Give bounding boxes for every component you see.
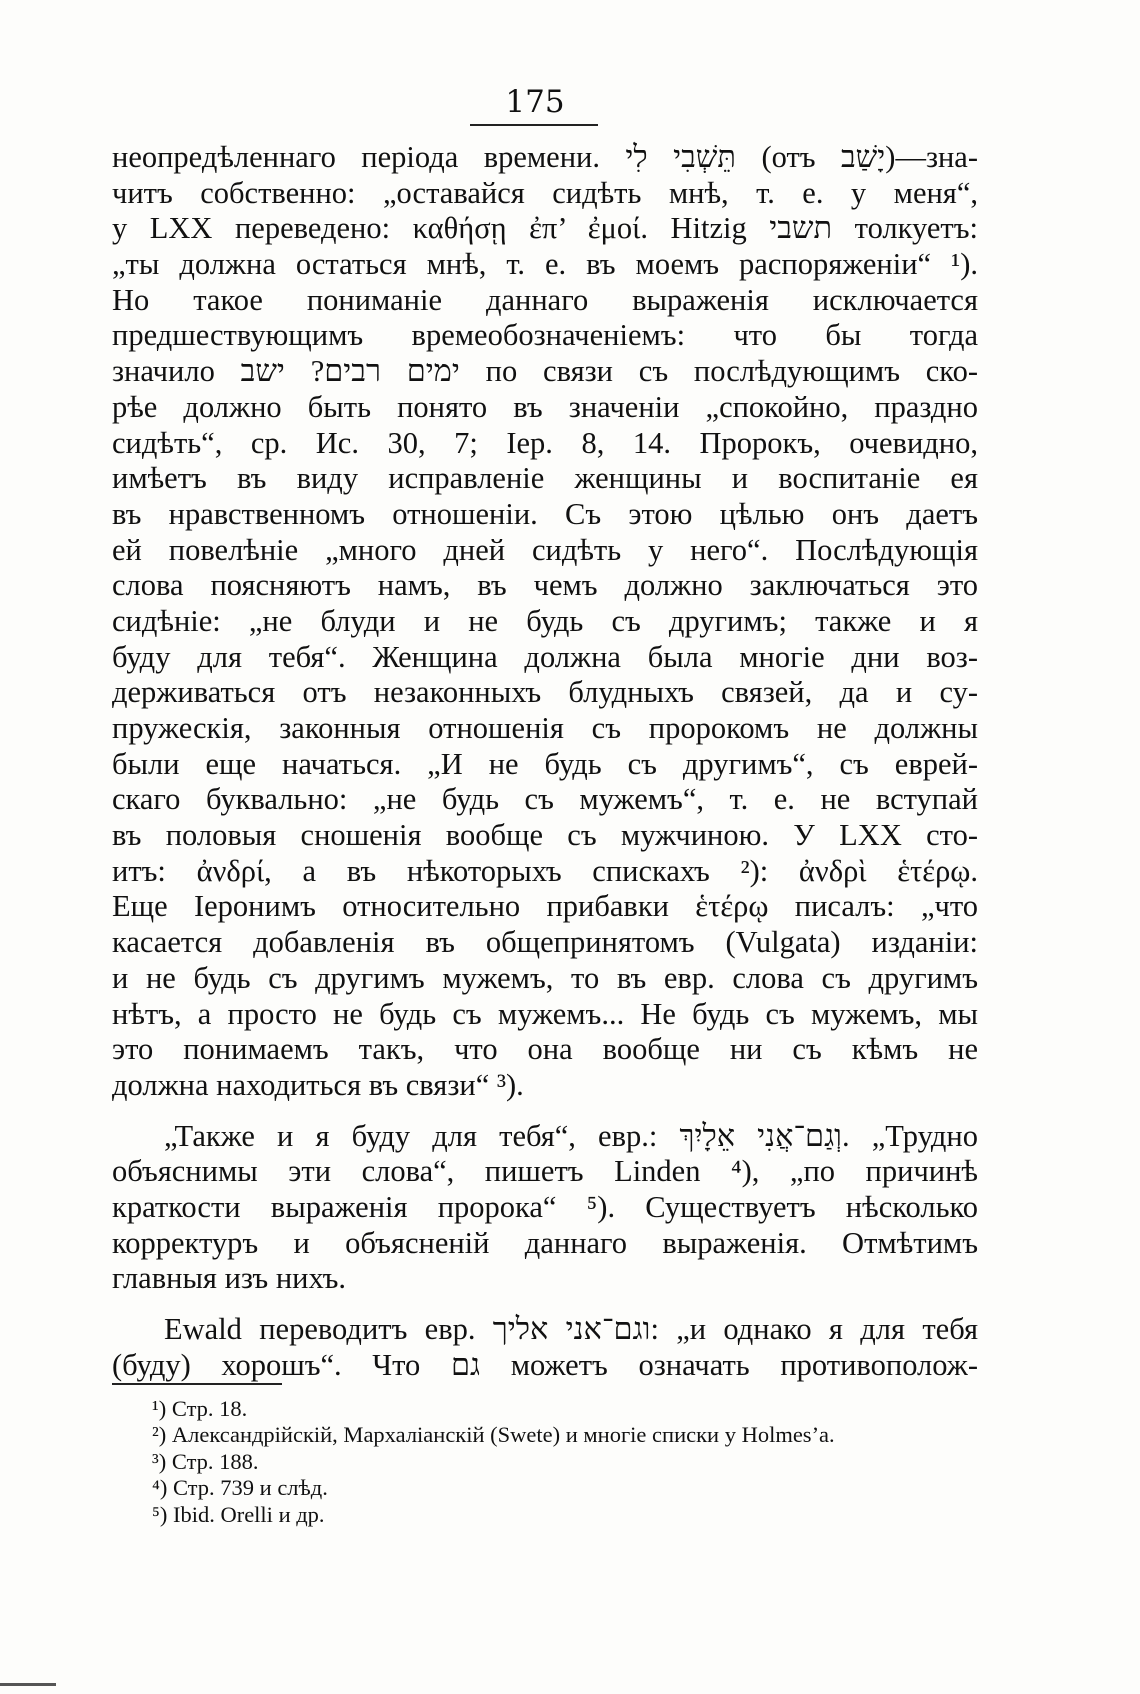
scan-mark xyxy=(0,1683,56,1686)
text-line: имѣетъ въ виду исправленіе женщины и воспитаніе ея xyxy=(112,461,978,496)
text-line: значило ימים רבים? ישב по связи съ послѣдующимъ ско- xyxy=(112,354,978,389)
text-line: предшествующимъ времеобозначеніемъ: что бы тогда xyxy=(112,318,978,353)
text-line: въ нравственномъ отношеніи. Съ этою цѣлью онъ даетъ xyxy=(112,496,978,531)
text-line: ей повелѣніе „много дней сидѣть у него“. Послѣдующія xyxy=(112,532,978,567)
text-line: неопредѣленнаго періода времени. תֵּשְׁבִי לִי (отъ יָשַׁב)—зна- xyxy=(112,140,978,174)
text-line: это понимаемъ такъ, что она вообще ни съ кѣмъ не xyxy=(112,1032,978,1067)
text-line: скаго буквально: „не будь съ мужемъ“, т. е. не вступай xyxy=(112,782,978,817)
page-number: 175 xyxy=(505,84,565,120)
text-line: касается добавленія въ общепринятомъ (Vulgata) изданіи: xyxy=(112,925,978,960)
paragraph-2 xyxy=(112,1119,978,1297)
text-line: нѣтъ, а просто не будь съ мужемъ... Не будь съ мужемъ, мы xyxy=(112,996,978,1031)
text-line: „Также и я буду для тебя“, евр.: וְגַם־אֲנִי אֵלָיִךְ. „Трудно xyxy=(164,1118,978,1153)
text-line: пружескія, законныя отношенія съ пророкомъ не должны xyxy=(112,711,978,745)
text-line: объяснимы эти слова“, пишетъ Linden ⁴), „по причинѣ xyxy=(112,1154,978,1189)
footnote: ⁵) Ibid. Orelli и др. xyxy=(152,1501,325,1527)
footnote: ⁴) Стр. 739 и слѣд. xyxy=(152,1475,328,1501)
text-line: итъ: ἀνδρί, а въ нѣкоторыхъ спискахъ ²): ἀνδρὶ ἑτέρῳ. xyxy=(112,853,978,888)
text-line: и не будь съ другимъ мужемъ, то въ евр. слова съ другимъ xyxy=(112,960,978,995)
paragraph-1 xyxy=(112,140,978,1104)
paragraph-gap xyxy=(112,1104,978,1119)
text-line: корректуръ и объясненій даннаго выраженія. Отмѣтимъ xyxy=(112,1225,978,1260)
footnote: ²) Александрійскій, Мархаліанскій (Swete) и многіе списки у Holmes’a. xyxy=(152,1422,835,1448)
footnotes xyxy=(152,1396,972,1528)
text-line: сидѣніе: „не блуди и не будь съ другимъ; также и я xyxy=(112,603,978,638)
page-number-rule xyxy=(470,124,598,126)
text-line: держиваться отъ незаконныхъ блудныхъ связей, да и су- xyxy=(112,675,978,710)
text-line: краткости выраженія пророка“ ⁵). Существуетъ нѣсколько xyxy=(112,1189,978,1224)
footnote: ³) Стр. 188. xyxy=(152,1448,259,1474)
footnote: ¹) Стр. 18. xyxy=(152,1396,248,1421)
text-line: (буду) хорошъ“. Что גם можетъ означать противополож- xyxy=(112,1347,978,1382)
text-line: должна находиться въ связи“ ³). xyxy=(112,1067,524,1102)
text-line: Но такое пониманіе даннаго выраженія исключается xyxy=(112,282,978,317)
text-line: Еще Іеронимъ относительно прибавки ἑτέρῳ писалъ: „что xyxy=(112,889,978,924)
text-line: главныя изъ нихъ. xyxy=(112,1261,346,1296)
text-line: рѣе должно быть понято въ значеніи „спокойно, праздно xyxy=(112,389,978,424)
text-line: Ewald переводитъ евр. וגם־אני אליך: „и однако я для тебя xyxy=(164,1312,978,1346)
text-line: буду для тебя“. Женщина должна была многіе дни воз- xyxy=(112,639,978,674)
footnote-rule xyxy=(112,1383,282,1385)
paragraph-gap xyxy=(112,1297,978,1312)
paragraph-3 xyxy=(112,1312,978,1383)
text-line: въ половыя сношенія вообще съ мужчиною. У LXX сто- xyxy=(112,818,978,853)
main-text xyxy=(112,140,978,1383)
text-line: сидѣть“, ср. Ис. 30, 7; Іер. 8, 14. Пророкъ, очевидно, xyxy=(112,425,978,460)
text-line: „ты должна остаться мнѣ, т. е. въ моемъ распоряженіи“ ¹). xyxy=(112,247,978,282)
text-line: слова поясняютъ намъ, въ чемъ должно заключаться это xyxy=(112,568,978,603)
text-line: читъ собственно: „оставайся сидѣть мнѣ, т. е. у меня“, xyxy=(112,175,978,210)
text-line: у LXX переведено: καθήσῃ ἐπ’ ἐμοί. Hitzig תשבי толкуетъ: xyxy=(112,211,978,246)
text-line: были еще начаться. „И не будь съ другимъ“, съ еврей- xyxy=(112,746,978,781)
